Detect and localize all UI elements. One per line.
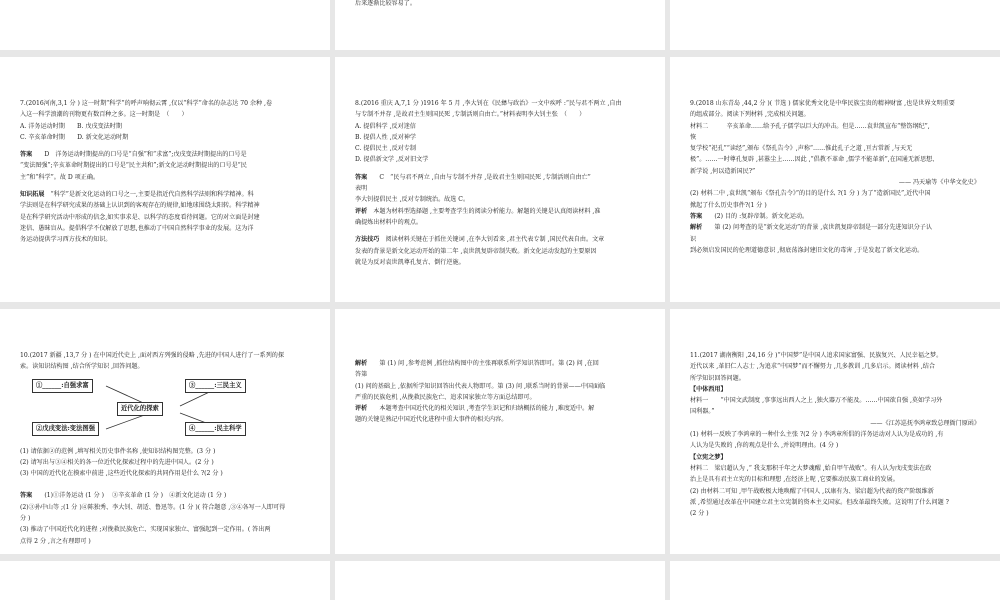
extension-line: 务运动提供学习西方技术的知识。 bbox=[20, 236, 112, 244]
page-question-10 bbox=[0, 309, 330, 554]
page-question-8 bbox=[335, 57, 665, 302]
question-line: 人认为是失败的 ,你的观点是什么 ,并说明理由。(4 分 ) bbox=[690, 442, 839, 450]
method-line: 发表的背景是新文化运动开始的第二年 ,袁世凯复辟帝制失败。新文化运动发起的主要原因 bbox=[355, 247, 597, 255]
extension-line: 是在科学研究活动中形成的信念,如实事求是、以科学的态度看待问题。它的对立面是封建 bbox=[20, 213, 260, 221]
question-line: 索。读知识结构图 ,结合所学知识 ,回答问题。 bbox=[20, 363, 144, 371]
page-question-10-analysis bbox=[335, 309, 665, 554]
section-heading: 【中体西用】 bbox=[690, 385, 727, 393]
question-line: 的组成部分。阅读下列材料 ,完成相关问题。 bbox=[690, 111, 810, 119]
answer-line: (2)③孙中山等 ;(1 分 )④陈独秀、李大钊、胡适、鲁迅等。(1 分 )( 符合题意 ,③④各写一人即可得 bbox=[20, 503, 286, 511]
material-line: 复学校“祀孔”“读经”,颁布《祭孔告令》,声称“……惟此孔子之道 ,亘古常新 ,与天无 bbox=[690, 145, 913, 153]
page-bottom-right bbox=[670, 561, 1000, 600]
analysis-label: 评析 bbox=[355, 207, 368, 215]
analysis-line: 评析 本题为材料型选择题 ,主要考查学生的阅读分析能力。解题的关键是认真阅读材料 ,准 bbox=[355, 207, 601, 215]
page-bottom-middle bbox=[335, 561, 665, 600]
option-line: C. 辛亥革命时期 D. 新文化运动时期 bbox=[20, 133, 129, 141]
material-line: 新学说 ,何以造新国民?” bbox=[690, 167, 756, 175]
answer-line: 答案 C “民与君不两立 ,自由与专制不并存 ,是故君主生则国民死 ,专制活则自由亡” bbox=[355, 173, 591, 181]
question-line: 11.(2017 湖南衡阳 ,24,16 分 )“中国梦”是中国人追求国家富强、民族复兴、人民幸福之梦。 bbox=[690, 352, 943, 359]
question-line: 入这一科学浪潮的刊物更有数百种之多。这一时期是 （ ） bbox=[20, 111, 188, 119]
question-8-content bbox=[355, 98, 653, 268]
material-line: 材料二 梁启超认为 ,“ 我支那积千年之大梦魂醒 ,始自甲午战败”。有人认为戊戌变法在政 bbox=[690, 464, 932, 472]
question-line: 掀起了什么历史事件?(1 分 ) bbox=[690, 201, 767, 209]
question-line: (1) 材料一反映了李鸿章的一种什么主张 ?(2 分 ) 李鸿章所倡的洋务运动对人认为是成功的 ,有 bbox=[690, 431, 944, 439]
question-11-content bbox=[690, 350, 988, 519]
material-line: 材料二 辛亥革命……给予孔子儒学以巨大的冲击。但是……袁世凯宣布“整饬纲纪”, bbox=[690, 122, 930, 130]
question-line: (2 分 ) bbox=[690, 510, 709, 518]
knowledge-structure-diagram bbox=[32, 376, 264, 442]
page-question-11 bbox=[670, 309, 1000, 554]
diagram-box-3: ③______:三民主义 bbox=[185, 379, 246, 393]
option-line: A. 提倡科学 ,反对迷信 bbox=[355, 122, 416, 130]
page-top-middle bbox=[335, 0, 665, 50]
material-line: 恢 bbox=[690, 133, 697, 141]
analysis-line: 解析 第 (2) 问考查的是“新文化运动”的背景 ,袁世凯复辟帝制是一部分先进知识分子认 bbox=[690, 224, 932, 232]
answer-label: 答案 bbox=[20, 151, 33, 159]
question-line: 所学知识回答问题。 bbox=[690, 374, 745, 382]
option-line: C. 提倡民主 ,反对专制 bbox=[355, 145, 416, 153]
answer-line: 点得 2 分 ,言之有理即可 ) bbox=[20, 537, 91, 545]
source-citation: —— 冯天瑜等《中华文化史》 bbox=[898, 179, 980, 187]
section-heading: 【立宪之梦】 bbox=[690, 453, 727, 461]
answer-line: (3) 推动了中国近代化的进程 ;对挽救民族危亡、实现国家独立、富强起到一定作用。( 答出两 bbox=[20, 526, 271, 534]
answer-line: 分 ) bbox=[20, 515, 31, 523]
review-line: 题的关键是熟记中国近代化进程中重大事件的相关内容。 bbox=[355, 416, 508, 424]
extension-line: 学法则是在科学研究成果的基础上认识到的客观存在的规律,如地球围绕太阳转。科学精神 bbox=[20, 202, 260, 210]
question-line: 派 ,希望通过改革在中国建立君主立宪制的资本主义国家。但改革最终失败。这说明了什么问题 ? bbox=[690, 498, 949, 506]
answer-line: 表明 bbox=[355, 185, 368, 193]
source-citation: ——《江苏巡抚李鸿章致总理衙门原函》 bbox=[870, 419, 980, 427]
question-9-content bbox=[690, 98, 988, 256]
answer-label: 答案 bbox=[20, 492, 33, 500]
material-line: 材料一 “中国文武制度 ,事事远出西人之上 ,独火器万不能及。……中国欲自强 ,莫如学习外 bbox=[690, 397, 943, 405]
question-line: 与专制不并存 ,是故君主生则国民死 ,专制活则自由亡。”材料表明李大钊主张 （ ） bbox=[355, 111, 586, 119]
review-label: 评析 bbox=[355, 405, 368, 413]
question-line: (2) 由材料二可知 ,甲午战败极大地唤醒了中国人 ,以康有为、梁启超为代表的资产阶级维新 bbox=[690, 487, 934, 495]
answer-line: 李大钊提倡民主 ,反对专制统治。故选 C。 bbox=[355, 196, 470, 204]
extension-label: 知识拓展 bbox=[20, 191, 45, 199]
question-10-analysis-content bbox=[355, 358, 653, 426]
top-fragment-text: 后来逐渐比较容易了。 bbox=[355, 0, 416, 7]
question-line: 9.(2018 山东青岛 ,44,2 分 )( 节选 ) 儒家优秀文化是中华民族宝贵的精神财富 ,也是世界文明重要 bbox=[690, 100, 955, 107]
option-line: A. 洋务运动时期 B. 戊戌变法时期 bbox=[20, 122, 122, 130]
page-question-7 bbox=[0, 57, 330, 302]
page-bottom-left bbox=[0, 561, 330, 600]
diagram-box-4: ④______:民主科学 bbox=[185, 422, 246, 436]
answer-line: 答案 (1)①洋务运动 (1 分 ) ③辛亥革命 (1 分 ) ④新文化运动 (1 分 ) bbox=[20, 492, 227, 500]
answer-line: 主”和“科学”。故 D 项正确。 bbox=[20, 173, 100, 181]
answer-line: 答案 D 洋务运动时期提出的口号是“自强”和“求富”;戊戌变法时期提出的口号是 bbox=[20, 151, 247, 159]
method-line: 方法技巧 阅读材料关键在于抓住关键词 ,在李大钊看来 ,君主代表专制 ,国民代表自由。文章 bbox=[355, 236, 605, 244]
extension-line: 知识拓展 “科学”是新文化运动的口号之一,主要是指近代自然科学法则和科学精神。科 bbox=[20, 191, 254, 199]
method-line: 就是为反对袁世凯尊孔复古、倒行逆施。 bbox=[355, 258, 465, 266]
question-line: 10.(2017 新疆 ,13,7 分 ) 在中国近代史上 ,面对西方列强的侵略 ,先进的中国人进行了一系列的探 bbox=[20, 352, 284, 359]
answer-label: 答案 bbox=[355, 173, 368, 181]
diagram-center-box: 近代化的探索 bbox=[117, 402, 163, 416]
analysis-line: 确提炼出材料中的观点。 bbox=[355, 218, 423, 226]
diagram-box-2: ②戊戌变法:变法图强 bbox=[32, 422, 99, 436]
extension-line: 迷信、愚昧盲从。提倡科学不仅解放了思想,也推动了中国自然科学事业的发展。这为洋 bbox=[20, 224, 254, 232]
answer-label: 答案 bbox=[690, 212, 703, 220]
question-line: (2) 请写出与③④相关的各一位近代化探索过程中的先进中国人。(2 分 ) bbox=[20, 458, 214, 466]
method-label: 方法技巧 bbox=[355, 236, 380, 244]
question-line: (1) 请依据②的范例 ,填写相关历史事件名称 ,使知识结构图完整。(3 分 ) bbox=[20, 447, 216, 455]
option-line: D. 提倡新文学 ,反对旧文学 bbox=[355, 156, 429, 164]
analysis-line: 识 bbox=[690, 235, 697, 243]
analysis-label: 解析 bbox=[355, 360, 368, 367]
diagram-box-1: ①______:自强求富 bbox=[32, 379, 93, 393]
question-line: 8.(2016 重庆 A,7,1 分 )1916 年 5 月 ,李大钊在《民彝与政治》一文中疾呼 :“民与君不两立 ,自由 bbox=[355, 100, 622, 107]
material-line: 国利器。” bbox=[690, 408, 715, 416]
answer-line: 答案 (2) 目的 :复辟帝制。新文化运动。 bbox=[690, 212, 809, 220]
review-line: 评析 本题考查中国近代化的相关知识 ,考查学生识记和归纳概括的能力 ,难度适中。解 bbox=[355, 405, 595, 413]
question-line: 7.(2016河南,3,1 分 ) 这一时期“科学”的呼声响彻云霄 ,仅以“科学”命名的杂志达 70 余种 ,卷 bbox=[20, 100, 273, 107]
page-top-right bbox=[670, 0, 1000, 50]
analysis-line: 答第 bbox=[355, 371, 368, 379]
answer-line: “变法图强”;辛亥革命时期提出的口号是“民主共和”;新文化运动时期提出的口号是“民 bbox=[20, 162, 247, 170]
analysis-line: 解析 第 (1) 问 ,参考范例 ,抓住结构图中的主张再联系所学知识答即可。第 (2) 问 ,在回 bbox=[355, 360, 599, 367]
question-line: (2) 材料二中 ,袁世凯“颁布《祭孔告令》”的目的是什么 ?(1 分 ) 为了“造新国民”,近代中国 bbox=[690, 190, 931, 198]
material-line: 极”。……一时尊孔复辟 ,甚嚣尘上……因此 ,“倡教不革命 ,儒学不能革新”,在国通无新思想、 bbox=[690, 156, 939, 164]
question-line: 近代以来 ,革旧仁人志士 ,为追求“中国梦”而不懈努力 ,几多教训 ,几多启示。阅读材料 ,结合 bbox=[690, 363, 935, 371]
question-line: (3) 中国的近代化在摸索中前进 ,这些近代化探索的共同作用是什么 ?(2 分 ) bbox=[20, 470, 223, 478]
question-10-content bbox=[20, 350, 318, 547]
analysis-line: (1) 问的基础上 ,依据所学知识回答出代表人物即可。第 (3) 问 ,联系当时的背景——中国面临 bbox=[355, 382, 606, 390]
material-line: 治上是具有君主立宪的目标和理想 ,在经济上呢 ,它要推动民族工商业的发展。 bbox=[690, 476, 899, 484]
analysis-line: 到必须启发国民的伦理道德意识 ,彻底荡涤封建旧文化的毒害 ,于是发起了新文化运动。 bbox=[690, 246, 924, 254]
page-top-left bbox=[0, 0, 330, 50]
analysis-line: 严重的民族危机 ,从挽救民族危亡、追求国家独立等方面总结即可。 bbox=[355, 393, 536, 401]
option-line: B. 提倡人性 ,反对神学 bbox=[355, 133, 416, 141]
page-question-9 bbox=[670, 57, 1000, 302]
question-7-content bbox=[20, 98, 318, 246]
analysis-label: 解析 bbox=[690, 224, 703, 232]
